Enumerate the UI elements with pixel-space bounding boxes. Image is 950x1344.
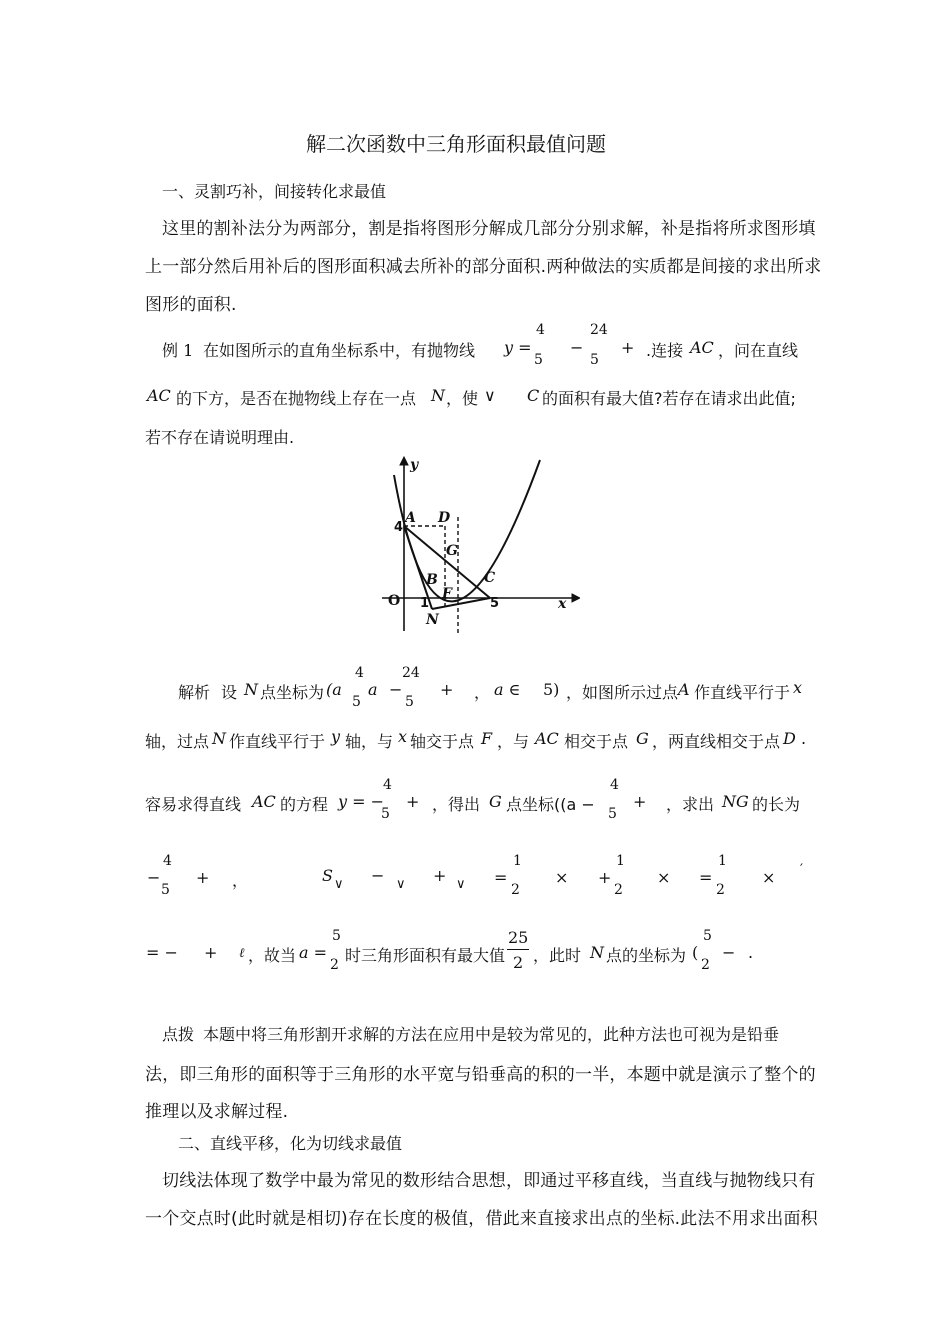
example-text-7: 若不存在请说明理由. xyxy=(145,428,295,447)
example-frac-a-num: 4 xyxy=(536,322,545,338)
tip-line-3: 推理以及求解过程. xyxy=(145,1102,289,1122)
analysis-l3-plus2: + xyxy=(633,792,647,811)
analysis-l3-e: ，求出 xyxy=(666,795,715,814)
analysis-l4-plus2: + xyxy=(598,868,612,887)
fig-tick-4: 4 xyxy=(394,520,404,535)
page-title: 解二次函数中三角形面积最值问题 xyxy=(306,132,606,156)
analysis-l2-F: F xyxy=(481,729,493,748)
analysis-l4-v1: ∨ xyxy=(334,877,344,892)
analysis-l2-c: 轴，与 xyxy=(345,732,394,751)
example-plus: + xyxy=(621,338,635,357)
analysis-l2-x: x xyxy=(398,727,408,746)
analysis-l2-y: y xyxy=(331,727,341,746)
fig-label-F: F xyxy=(442,586,452,602)
example-AC: AC xyxy=(690,338,714,357)
analysis-l5-f1-num: 5 xyxy=(332,928,341,944)
analysis-l1-f2-num: 24 xyxy=(402,665,420,681)
analysis-l2-D: D xyxy=(783,729,796,748)
analysis-l5-eq: = − xyxy=(146,943,178,962)
fig-label-C: C xyxy=(484,570,496,586)
analysis-l5-b: 时三角形面积有最大值 xyxy=(345,946,506,965)
analysis-l1-f1-den: 5 xyxy=(352,694,361,710)
analysis-l4-h1-den: 2 xyxy=(511,882,520,898)
analysis-l3-G: G xyxy=(489,792,502,811)
parabola-curve xyxy=(394,460,540,601)
analysis-l1-a3: a ∈ xyxy=(494,680,521,699)
analysis-l2-a: 轴，过点 xyxy=(145,732,210,751)
fraction-bar xyxy=(507,949,529,950)
analysis-l4-h2-num: 1 xyxy=(616,853,625,869)
analysis-l2-d: 轴交于点 xyxy=(410,732,475,751)
analysis-l3-f2-num: 4 xyxy=(610,777,619,793)
analysis-l3-NG: NG xyxy=(722,792,749,811)
section2-heading: 二、直线平移，化为切线求最值 xyxy=(178,1134,403,1153)
fig-label-N: N xyxy=(426,612,439,628)
fig-tick-1: 1 xyxy=(420,596,430,611)
analysis-l1-a2: a xyxy=(368,680,378,699)
fig-y-label: y xyxy=(410,457,419,473)
analysis-l4-eq2: = xyxy=(699,868,713,887)
analysis-l1-c: ，如图所示过点 xyxy=(566,683,679,702)
section1-para-line-2: 上一部分然后用补后的图形面积减去所补的部分面积.两种做法的实质都是间接的求出所求 xyxy=(145,257,822,277)
analysis-l1-A: A xyxy=(678,680,690,699)
analysis-l4-S: S xyxy=(322,866,333,885)
analysis-l2-dot: . xyxy=(801,729,807,748)
analysis-l4-tick: ′ xyxy=(800,862,803,877)
analysis-l4-x2: × xyxy=(657,868,671,887)
analysis-l2-e: ，与 xyxy=(497,732,530,751)
analysis-l5-aeq: a = xyxy=(299,943,328,962)
analysis-l3-plus: + xyxy=(406,792,420,811)
analysis-l5-t: ℓ xyxy=(239,946,245,961)
analysis-l4-f-num: 4 xyxy=(163,853,172,869)
analysis-l5-d: 点的坐标为 xyxy=(606,946,687,965)
analysis-l4-x1: × xyxy=(555,868,569,887)
parabola-figure xyxy=(380,455,580,635)
analysis-l4-comma: ， xyxy=(232,871,249,890)
analysis-l1-close: 5) xyxy=(543,680,560,699)
analysis-l4-h1-num: 1 xyxy=(513,853,522,869)
x-axis-arrow-icon xyxy=(572,594,580,602)
example-triangle-symbol: ∨ xyxy=(484,386,496,405)
example-N: N xyxy=(431,386,445,405)
analysis-l4-v3: ∨ xyxy=(456,877,466,892)
analysis-l5-open: ( xyxy=(692,943,699,962)
analysis-l3-f-num: 4 xyxy=(383,777,392,793)
analysis-l2-AC: AC xyxy=(535,729,559,748)
y-axis-arrow-icon xyxy=(400,457,408,465)
analysis-l1-plus: + xyxy=(440,680,454,699)
analysis-l4-h2-den: 2 xyxy=(614,882,623,898)
section2-para-line-1: 切线法体现了数学中最为常见的数形结合思想，即通过平移直线，当直线与抛物线只有 xyxy=(162,1171,816,1191)
section1-para-line-3: 图形的面积. xyxy=(145,295,237,315)
analysis-l1-N: N xyxy=(244,680,258,699)
example-AC-2: AC xyxy=(147,386,171,405)
analysis-l1-b: 点坐标为 xyxy=(260,683,325,702)
analysis-l1-f2-den: 5 xyxy=(405,694,414,710)
example-text-2: .连接 xyxy=(646,341,684,360)
analysis-l2-f: 相交于点 xyxy=(564,732,629,751)
analysis-l5-plus: + xyxy=(204,943,218,962)
analysis-l4-eq1: = xyxy=(494,868,508,887)
analysis-l1-comma: ， xyxy=(474,683,491,702)
example-frac-a-den: 5 xyxy=(534,352,543,368)
example-C: C xyxy=(527,386,540,405)
fig-label-G: G xyxy=(446,543,458,559)
analysis-l2-N: N xyxy=(212,729,226,748)
section1-heading: 一、灵割巧补，间接转化求最值 xyxy=(162,182,387,201)
analysis-l5-a: ，故当 xyxy=(248,946,297,965)
example-text-5: ，使 xyxy=(446,389,479,408)
analysis-l3-d: 点坐标((a − xyxy=(506,795,595,814)
analysis-l1-minus: − xyxy=(389,680,403,699)
analysis-l5-f3-num: 5 xyxy=(703,928,712,944)
fig-x-label: x xyxy=(558,596,567,612)
analysis-l3-b: 的方程 xyxy=(280,795,329,814)
analysis-l5-f2-den: 2 xyxy=(513,953,524,972)
tip-line-2: 法，即三角形的面积等于三角形的水平宽与铅垂高的积的一半，本题中就是演示了整个的 xyxy=(145,1065,816,1085)
analysis-l2-g: ，两直线相交于点 xyxy=(652,732,781,751)
analysis-l3-f2-den: 5 xyxy=(608,806,617,822)
analysis-l4-v2: ∨ xyxy=(396,877,406,892)
analysis-l3-y: y = − xyxy=(338,792,385,811)
fig-tick-5: 5 xyxy=(490,596,500,611)
example-text-3: ，问在直线 xyxy=(718,341,799,360)
fig-label-A: A xyxy=(405,510,416,526)
analysis-l4-h3-den: 2 xyxy=(716,882,725,898)
section2-para-line-2: 一个交点时(此时就是相切)存在长度的极值，借此来直接求出点的坐标.此法不用求出面积 xyxy=(145,1209,818,1229)
analysis-l4-m: − xyxy=(371,866,385,885)
analysis-l5-dot: . xyxy=(748,943,754,962)
example-minus: − xyxy=(570,338,584,357)
analysis-l2-G: G xyxy=(636,729,649,748)
analysis-l1-f1-num: 4 xyxy=(355,665,364,681)
analysis-l5-f3-den: 2 xyxy=(701,957,710,973)
example-frac-b-den: 5 xyxy=(590,352,599,368)
analysis-l5-f1-den: 2 xyxy=(330,957,339,973)
analysis-l4-p: + xyxy=(433,866,447,885)
analysis-l5-f2-num: 25 xyxy=(508,928,529,947)
tip-line-1: 本题中将三角形割开求解的方法在应用中是较为常见的，此种方法也可视为是铅垂 xyxy=(203,1025,780,1044)
analysis-l4-f-den: 5 xyxy=(161,882,170,898)
analysis-l1-d: 作直线平行于 xyxy=(694,683,791,702)
tip-label: 点拨 xyxy=(162,1025,195,1044)
analysis-l4-h3-num: 1 xyxy=(718,853,727,869)
example-y-eq: y = xyxy=(504,338,532,357)
example-label: 例 1 xyxy=(162,341,194,360)
analysis-l3-c: ，得出 xyxy=(432,795,481,814)
analysis-l3-a: 容易求得直线 xyxy=(145,795,242,814)
analysis-l5-c: ，此时 xyxy=(533,946,582,965)
example-text-4: 的下方，是否在抛物线上存在一点 xyxy=(176,389,417,408)
example-frac-b-num: 24 xyxy=(590,322,608,338)
fig-label-B: B xyxy=(426,572,438,588)
section1-para-line-1: 这里的割补法分为两部分，割是指将图形分解成几部分分别求解，补是指将所求图形填 xyxy=(162,219,816,239)
analysis-l4-plus: + xyxy=(196,868,210,887)
analysis-l4-minus: − xyxy=(147,868,161,887)
fig-origin-label: O xyxy=(388,593,401,609)
example-text-1: 在如图所示的直角坐标系中，有抛物线 xyxy=(203,341,476,360)
fig-label-D: D xyxy=(438,510,451,526)
analysis-l3-AC: AC xyxy=(252,792,276,811)
analysis-l1-x: x xyxy=(793,678,803,697)
analysis-label: 解析 xyxy=(178,683,211,702)
analysis-l4-x3: × xyxy=(762,868,776,887)
example-text-6: 的面积有最大值?若存在请求出此值; xyxy=(542,389,796,408)
analysis-l3-f-den: 5 xyxy=(381,806,390,822)
analysis-l1-a: 设 xyxy=(221,683,238,702)
analysis-l1-open: (a xyxy=(326,680,342,699)
analysis-l3-f: 的长为 xyxy=(752,795,801,814)
analysis-l2-b: 作直线平行于 xyxy=(229,732,326,751)
analysis-l5-minus: − xyxy=(722,943,736,962)
analysis-l5-N: N xyxy=(590,943,604,962)
